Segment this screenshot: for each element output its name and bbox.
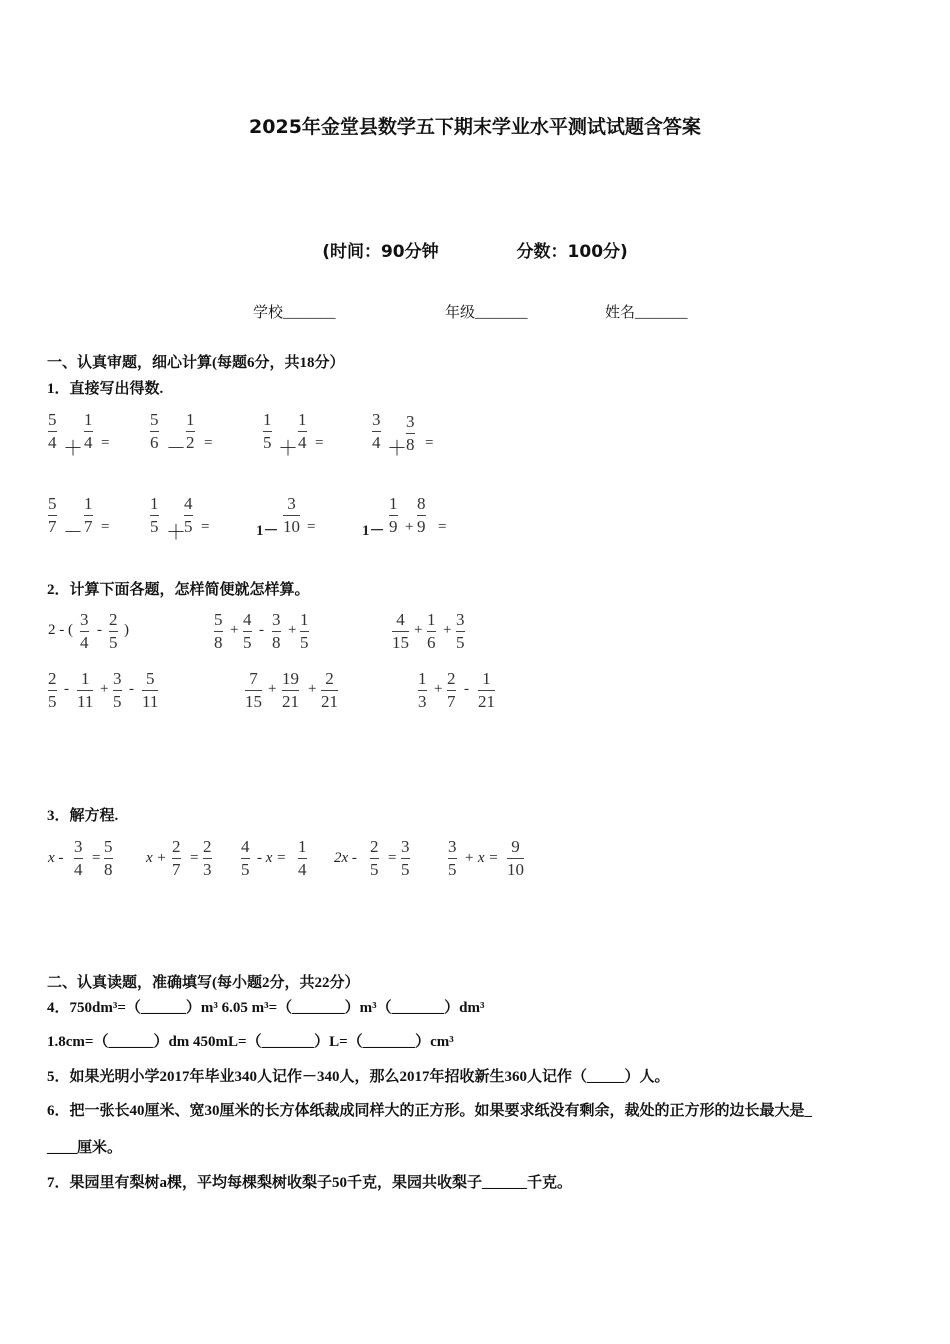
denominator: 5 (263, 433, 272, 452)
fraction-bar (392, 631, 409, 632)
fraction-bar (109, 631, 118, 632)
denominator: 5 (113, 692, 122, 711)
fraction (84, 410, 93, 453)
denominator: 5 (456, 633, 465, 652)
numerator: 8 (417, 494, 426, 513)
fraction (282, 669, 299, 712)
fraction (456, 610, 465, 653)
operator: 2 - ( (48, 622, 73, 638)
fraction-bar (272, 631, 281, 632)
operator: 1－ (362, 523, 385, 539)
fraction (48, 669, 57, 712)
numerator: 3 (113, 669, 122, 688)
fraction-bar (478, 690, 495, 691)
operator: = (438, 519, 447, 535)
fraction-bar (282, 690, 299, 691)
numerator: 19 (282, 669, 299, 688)
denominator: 5 (184, 517, 193, 536)
denominator: 15 (392, 633, 409, 652)
denominator: 6 (427, 633, 436, 652)
q7-text: 7．果园里有梨树a棵，平均每棵梨树收梨子50千克，果园共收梨子______千克。 (47, 1175, 573, 1191)
fraction (80, 610, 89, 653)
denominator: 4 (298, 860, 307, 879)
fraction-bar (48, 431, 57, 432)
denominator: 21 (321, 692, 338, 711)
numerator: 2 (109, 610, 118, 629)
fraction (77, 669, 93, 712)
numerator: 1 (482, 669, 491, 688)
fraction (109, 610, 118, 653)
numerator: 1 (186, 410, 195, 429)
fraction (263, 410, 272, 453)
fraction (74, 837, 83, 880)
operator: = (315, 435, 324, 451)
operator: x - (48, 850, 64, 866)
numerator: 5 (48, 410, 57, 429)
denominator: 8 (272, 633, 281, 652)
operator: + (414, 622, 423, 638)
denominator: 5 (401, 860, 410, 879)
operator: = (388, 850, 397, 866)
fraction (241, 837, 250, 880)
fraction-bar (243, 631, 252, 632)
numerator: 7 (249, 669, 258, 688)
denominator: 4 (298, 433, 307, 452)
fraction-bar (372, 431, 381, 432)
fraction (401, 837, 410, 880)
fraction-bar (184, 515, 193, 516)
numerator: 3 (448, 837, 457, 856)
numerator: 3 (372, 410, 381, 429)
operator: - x = (257, 850, 287, 866)
fraction-bar (48, 690, 57, 691)
fraction (186, 410, 195, 453)
fraction-bar (427, 631, 436, 632)
numerator: 1 (263, 410, 272, 429)
fraction (447, 669, 456, 712)
operator: = (92, 850, 101, 866)
q4-line1: 4．750dm³=（______）m³ 6.05 m³=（_______）m³（_______）dm³ (47, 1000, 485, 1016)
exam-time: (时间：90分钟 (322, 242, 439, 262)
fraction (203, 837, 212, 880)
numerator: 5 (48, 494, 57, 513)
fraction (84, 494, 93, 537)
fraction-bar (48, 515, 57, 516)
operator: + (230, 622, 239, 638)
denominator: 7 (84, 517, 93, 536)
operator: - (64, 681, 69, 697)
operator: 2x - (334, 850, 357, 866)
fraction (417, 494, 426, 537)
fraction (448, 837, 457, 880)
numerator: 4 (243, 610, 252, 629)
fraction-bar (447, 690, 456, 691)
denominator: 11 (77, 692, 94, 711)
numerator: 2 (447, 669, 456, 688)
fraction-bar (298, 431, 307, 432)
numerator: 3 (80, 610, 89, 629)
numerator: 9 (511, 837, 520, 856)
denominator: 7 (48, 517, 57, 536)
denominator: 4 (74, 860, 83, 879)
operator: ＋ (278, 438, 298, 460)
numerator: 1 (150, 494, 159, 513)
denominator: 5 (300, 633, 309, 652)
denominator: 5 (241, 860, 250, 879)
numerator: 5 (145, 669, 155, 688)
denominator: 10 (507, 860, 524, 879)
operator: = (101, 519, 110, 535)
denominator: 9 (389, 517, 398, 536)
numerator: 1 (298, 837, 307, 856)
fraction (300, 610, 309, 653)
operator: 1－ (256, 523, 279, 539)
fraction (389, 494, 398, 537)
school-field[interactable]: 学校_______ (253, 305, 336, 321)
fraction (427, 610, 436, 653)
fraction-bar (389, 515, 398, 516)
denominator: 7 (447, 692, 456, 711)
q6-line2: ____厘米。 (47, 1140, 123, 1156)
fraction-bar (406, 433, 415, 434)
operator: = (190, 850, 199, 866)
operator: - (464, 681, 469, 697)
numerator: 2 (48, 669, 57, 688)
operator: = (307, 519, 316, 535)
fraction (507, 837, 524, 880)
operator: + (268, 681, 277, 697)
denominator: 4 (84, 433, 93, 452)
fraction-bar (298, 858, 307, 859)
fraction-bar (418, 690, 427, 691)
denominator: 8 (406, 435, 415, 454)
denominator: 15 (245, 692, 262, 711)
denominator: 5 (448, 860, 457, 879)
section2-heading: 二、认真读题，准确填写(每小题2分，共22分） (47, 975, 360, 991)
operator: = (201, 519, 210, 535)
section1-heading: 一、认真审题，细心计算(每题6分，共18分） (47, 355, 345, 371)
numerator: 5 (104, 837, 113, 856)
fraction-bar (186, 431, 195, 432)
fraction (392, 610, 409, 653)
denominator: 5 (109, 633, 118, 652)
numerator: 1 (418, 669, 427, 688)
numerator: 5 (150, 410, 159, 429)
fraction-bar (417, 515, 426, 516)
fraction (283, 494, 300, 537)
fraction (150, 494, 159, 537)
fraction-bar (241, 858, 250, 859)
fraction (245, 669, 262, 712)
denominator: 11 (142, 692, 159, 711)
name-field[interactable]: 姓名_______ (605, 305, 688, 321)
denominator: 4 (372, 433, 381, 452)
denominator: 5 (243, 633, 252, 652)
numerator: 1 (298, 410, 307, 429)
fraction (321, 669, 338, 712)
fraction-bar (448, 858, 457, 859)
q6-line1: 6．把一张长40厘米、宽30厘米的长方体纸裁成同样大的正方形。如果要求纸没有剩余，裁处的正方形的边长最大是_ (47, 1103, 813, 1119)
fraction (150, 410, 159, 453)
q2-prompt: 2．计算下面各题，怎样简便就怎样算。 (47, 582, 310, 598)
operator: - (259, 622, 264, 638)
fraction-bar (113, 690, 122, 691)
fraction-bar (84, 431, 93, 432)
operator: x + (146, 850, 167, 866)
operator: - (97, 622, 102, 638)
fraction (418, 669, 427, 712)
denominator: 2 (186, 433, 195, 452)
fraction (113, 669, 122, 712)
q4-line2: 1.8cm=（______）dm 450mL=（_______）L=（_______）cm³ (47, 1034, 454, 1050)
fraction (370, 837, 379, 880)
denominator: 6 (150, 433, 159, 452)
fraction-bar (104, 858, 113, 859)
operator: ＋ (63, 438, 83, 460)
fraction (48, 410, 57, 453)
fraction-bar (214, 631, 223, 632)
denominator: 3 (418, 692, 427, 711)
fraction (272, 610, 281, 653)
fraction-bar (150, 515, 159, 516)
fraction-bar (263, 431, 272, 432)
fraction-bar (74, 858, 83, 859)
operator: + x = (464, 850, 499, 866)
operator: + (288, 622, 297, 638)
fraction-bar (150, 431, 159, 432)
fraction-bar (77, 690, 93, 691)
operator: ＋ (387, 438, 407, 460)
fraction (142, 669, 158, 712)
q3-prompt: 3．解方程. (47, 808, 119, 824)
fraction (298, 410, 307, 453)
fraction (478, 669, 495, 712)
operator: + (405, 519, 414, 535)
numerator: 1 (300, 610, 309, 629)
numerator: 3 (287, 494, 296, 513)
operator: － (63, 522, 83, 544)
exam-score: 分数：100分) (516, 242, 628, 262)
denominator: 21 (478, 692, 495, 711)
operator: + (100, 681, 109, 697)
operator: + (443, 622, 452, 638)
operator: = (204, 435, 213, 451)
numerator: 3 (456, 610, 465, 629)
fraction (104, 837, 113, 880)
numerator: 3 (406, 412, 415, 431)
grade-field[interactable]: 年级_______ (445, 305, 528, 321)
numerator: 2 (203, 837, 212, 856)
fraction-bar (245, 690, 262, 691)
fraction-bar (321, 690, 338, 691)
numerator: 5 (214, 610, 223, 629)
numerator: 3 (74, 837, 83, 856)
numerator: 2 (370, 837, 379, 856)
denominator: 9 (417, 517, 426, 536)
operator: = (101, 435, 110, 451)
fraction (243, 610, 252, 653)
fraction (298, 837, 307, 880)
numerator: 1 (80, 669, 90, 688)
operator: + (434, 681, 443, 697)
operator: + (308, 681, 317, 697)
denominator: 7 (172, 860, 181, 879)
fraction-bar (283, 515, 300, 516)
numerator: 1 (427, 610, 436, 629)
fraction-bar (84, 515, 93, 516)
fraction (406, 412, 415, 455)
denominator: 10 (283, 517, 300, 536)
fraction-bar (401, 858, 410, 859)
denominator: 5 (370, 860, 379, 879)
denominator: 21 (282, 692, 299, 711)
denominator: 8 (104, 860, 113, 879)
fraction-bar (172, 858, 181, 859)
denominator: 4 (48, 433, 57, 452)
denominator: 8 (214, 633, 223, 652)
q1-prompt: 1．直接写出得数. (47, 381, 164, 397)
operator: - (129, 681, 134, 697)
denominator: 3 (203, 860, 212, 879)
operator: － (166, 438, 186, 460)
fraction (48, 494, 57, 537)
operator: = (425, 435, 434, 451)
numerator: 3 (272, 610, 281, 629)
denominator: 4 (80, 633, 89, 652)
fraction-bar (142, 690, 158, 691)
denominator: 5 (150, 517, 159, 536)
numerator: 4 (241, 837, 250, 856)
numerator: 2 (172, 837, 181, 856)
fraction (172, 837, 181, 880)
fraction-bar (370, 858, 379, 859)
numerator: 3 (401, 837, 410, 856)
fraction-bar (300, 631, 309, 632)
numerator: 1 (84, 410, 93, 429)
fraction-bar (80, 631, 89, 632)
denominator: 5 (48, 692, 57, 711)
numerator: 4 (184, 494, 193, 513)
q5-text: 5．如果光明小学2017年毕业340人记作－340人，那么2017年招收新生360人记作（_____）人。 (47, 1069, 670, 1085)
exam-info (0, 237, 950, 262)
operator: ＋ (166, 522, 186, 544)
numerator: 2 (325, 669, 334, 688)
page-title: 2025年金堂县数学五下期末学业水平测试试题含答案 (249, 116, 701, 138)
operator: ) (124, 622, 129, 638)
fraction-bar (507, 858, 524, 859)
fraction-bar (203, 858, 212, 859)
numerator: 1 (84, 494, 93, 513)
numerator: 1 (389, 494, 398, 513)
fraction (214, 610, 223, 653)
numerator: 4 (396, 610, 405, 629)
fraction-bar (456, 631, 465, 632)
fraction (372, 410, 381, 453)
fraction (184, 494, 193, 537)
